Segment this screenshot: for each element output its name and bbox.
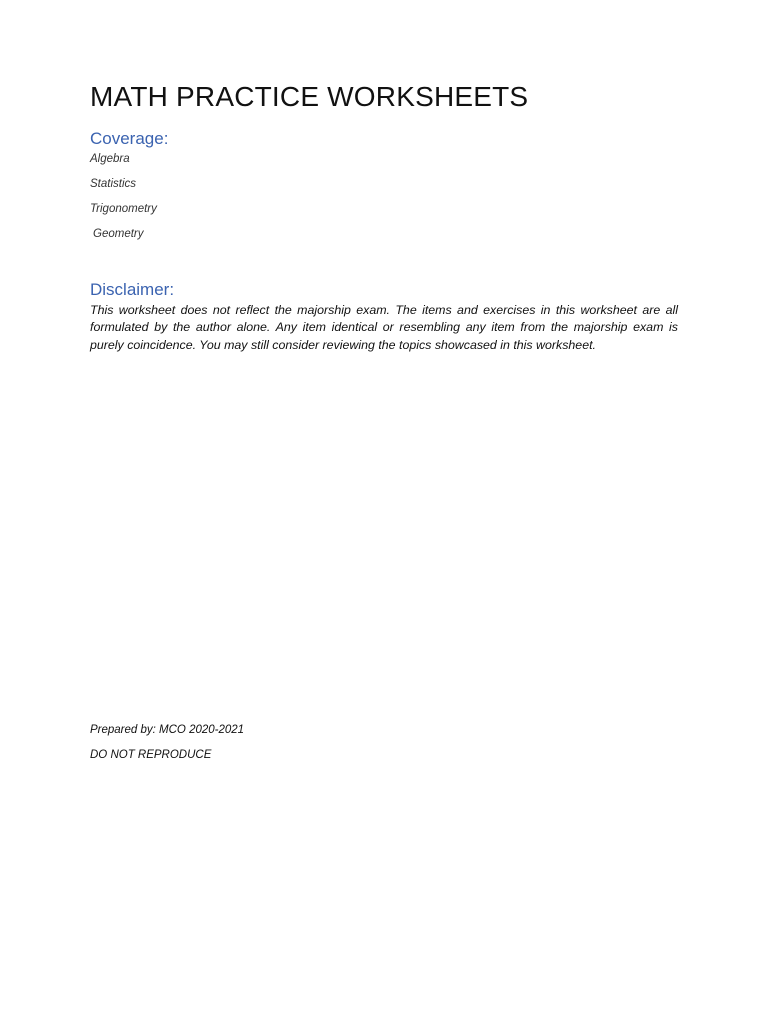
coverage-item-geometry: Geometry — [93, 228, 144, 240]
document-title: MATH PRACTICE WORKSHEETS — [90, 81, 529, 112]
disclaimer-heading: Disclaimer: — [90, 280, 175, 299]
coverage-item-statistics: Statistics — [90, 178, 137, 190]
coverage-item-algebra: Algebra — [90, 153, 130, 165]
reproduction-notice: DO NOT REPRODUCE — [90, 749, 212, 761]
coverage-heading: Coverage: — [90, 129, 169, 148]
disclaimer-text: This worksheet does not reflect the majorship exam. The items and exercises in this worksheet are all formulated by the author alone. Any item identical or resembling any item from the majorship exam is purely coincidence. You may still consider reviewing the topics showcased in this worksheet. — [90, 303, 678, 352]
coverage-list — [90, 151, 157, 251]
coverage-item-trigonometry: Trigonometry — [90, 203, 157, 215]
prepared-by: Prepared by: MCO 2020-2021 — [90, 724, 245, 736]
